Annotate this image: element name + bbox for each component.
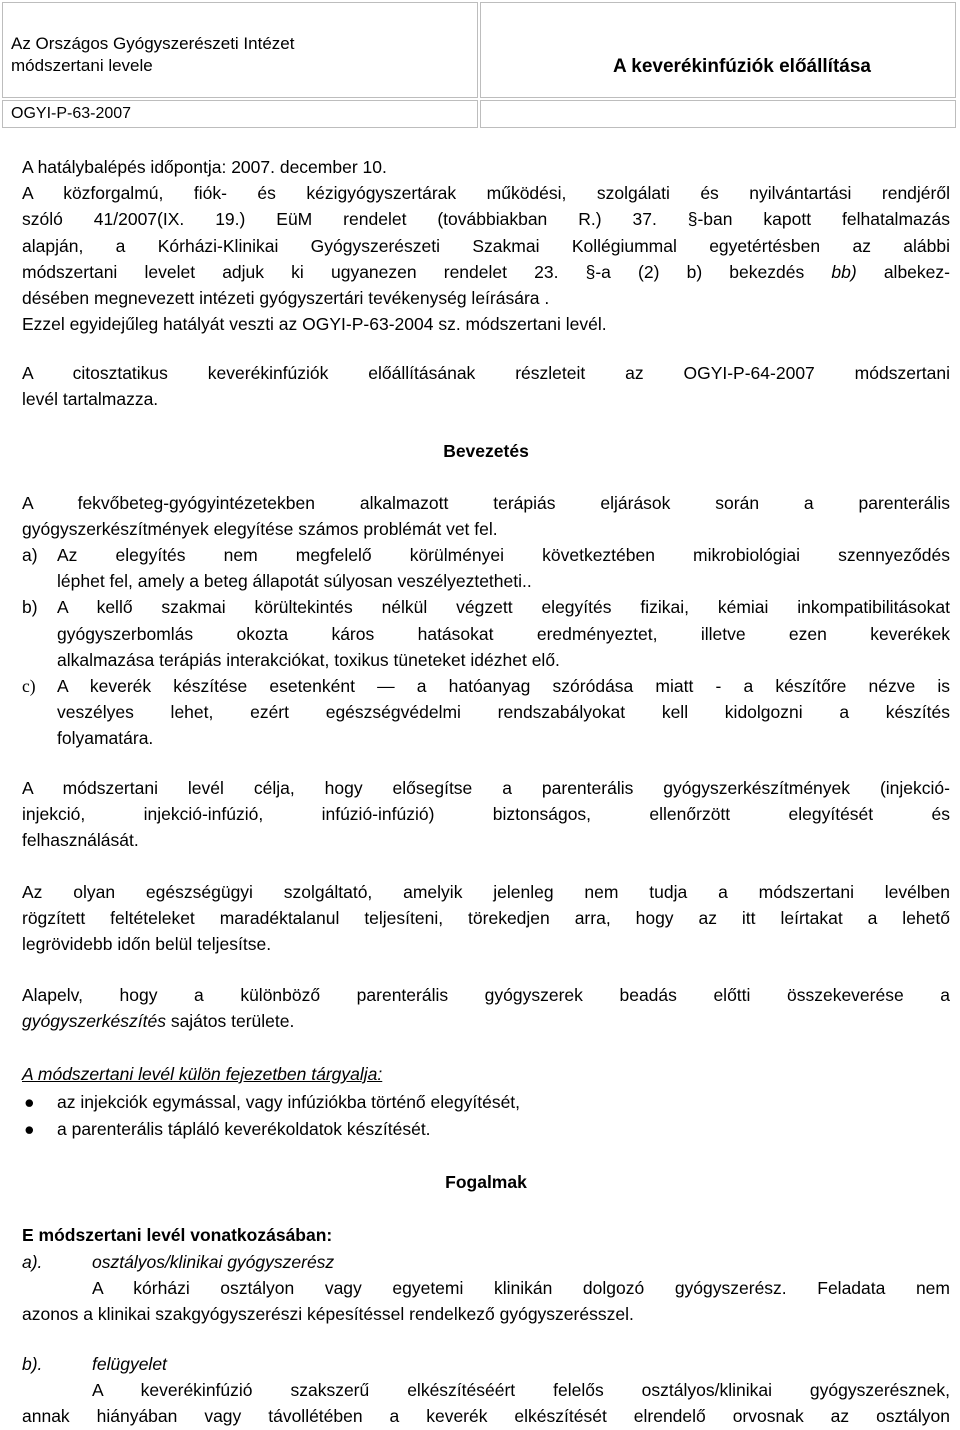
intro-line: désében megnevezett intézeti gyógyszertári tevékenység leírására . [22,288,550,309]
intro-line: levél tartalmazza. [22,389,159,410]
definition-text: azonos a klinikai szakgyógyszerészi képesítéssel rendelkező gyógyszerésszel. [22,1304,634,1325]
definition-label: b). [22,1354,43,1374]
text-line: Az olyan egészségügyi szolgáltató, amelyik jelenleg nem tudja a módszertani levélben [22,882,950,902]
document-title: A keverékinfúziók előállítása [612,56,871,77]
document-header [2,2,956,128]
text-line: injekció, injekció-infúzió, infúzió-infúzió) biztonságos, ellenőrzött elegyítését és [22,804,950,825]
section-heading-bevezetes: Bevezetés [443,441,529,461]
text-line: legrövidebb időn belül teljesítse. [22,934,272,955]
chapters-heading: A módszertani levél külön fejezetben tárgyalja: [22,1064,383,1084]
scope-line: E módszertani levél vonatkozásában: [22,1225,333,1245]
section-heading-fogalmak: Fogalmak [445,1172,527,1192]
definition-term-line [22,1249,950,1275]
definition-text: A kórházi osztályon vagy egyetemi klinikán dolgozó gyógyszerész. Feladata nem [92,1278,950,1299]
bullet-icon: ● [24,1092,35,1112]
definition-label: a). [22,1252,43,1272]
intro-line: szóló 41/2007(IX. 19.) EüM rendelet (továbbiakban R.) 37. §-ban kapott felhatalmazás [22,209,950,230]
header-org-line1: Az Országos Gyógyszerészeti Intézet [11,34,295,53]
definition-text: A keverékinfúzió szakszerű elkészítéséért felelős osztályos/klinikai gyógyszerésznek, [92,1380,950,1401]
chapters-list [22,1089,950,1143]
definition-text: annak hiányában vagy távollétében a keverék elkészítését elrendelő orvosnak az osztályon [22,1406,950,1427]
definition-term-line [22,1351,950,1377]
intro-paragraph-2 [22,360,950,412]
intro-line: Ezzel egyidejűleg hatályát veszti az OGYI-P-63-2004 sz. módszertani levél. [22,314,607,335]
intro-line: A hatálybalépés időpontja: 2007. december 10. [22,157,387,177]
definition-b [22,1351,950,1430]
text-line: felhasználását. [22,830,139,851]
document-code: OGYI-P-63-2007 [11,105,132,122]
bevezetes-paragraph-1 [22,490,950,542]
list-label: a) [22,545,38,565]
list-item: b) A kellő szakmai körültekintés nélkül végzett elegyítés fizikai, kémiai inkompatibilitásokat gyógyszerbomlás okozta káros hatásokat eredményeztet, illetve ezen keverékek alkalmazása terápiás interakciókat, toxikus tüneteket idézhet elő. [22,594,950,673]
text-line: A módszertani levél célja, hogy elősegítse a parenterális gyógyszerkészítmények (injekció- [22,778,950,798]
list-item: ● a parenterális tápláló keverékoldatok készítését. [22,1116,950,1143]
header-code-cell [2,100,478,128]
problem-list [22,542,950,752]
definition-term: osztályos/klinikai gyógyszerész [92,1252,335,1272]
definition-a [22,1249,950,1328]
header-org-line2: módszertani levele [11,56,153,75]
intro-line: A citosztatikus keverékinfúziók előállításának részleteit az OGYI-P-64-2007 módszertani [22,363,950,383]
text-line: gyógyszerkészítmények elegyítése számos problémát vet fel. [22,519,498,540]
header-title-cell [480,2,956,98]
definition-term: felügyelet [92,1354,167,1374]
text-line: rögzített feltételeket maradéktalanul teljesíteni, törekedjen arra, hogy az itt leírtakat a lehető [22,908,950,929]
bullet-icon: ● [24,1119,35,1139]
intro-line: módszertani levelet adjuk ki ugyanezen rendelet 23. §-a (2) b) bekezdés bb) albekez- [22,261,950,282]
header-org-cell [2,2,478,98]
text-line: A fekvőbeteg-gyógyintézetekben alkalmazott terápiás eljárások során a parenterális [22,493,950,513]
list-item: a) Az elegyítés nem megfelelő körülményei következtében mikrobiológiai szennyeződés léphet fel, amely a beteg állapotát súlyosan veszélyeztetheti.. [22,542,950,594]
header-empty-cell [480,100,956,128]
bevezetes-paragraph-3 [22,879,950,958]
list-label: b) [22,597,38,618]
intro-line: alapján, a Kórházi-Klinikai Gyógyszerészeti Szakmai Kollégiummal egyetértésben az alábbi [22,235,950,256]
text-line: gyógyszerkészítés sajátos területe. [22,1011,295,1032]
bevezetes-paragraph-2 [22,775,950,854]
bevezetes-paragraph-4 [22,982,950,1034]
list-item: ● az injekciók egymással, vagy infúziókba történő elegyítését, [22,1089,950,1116]
text-line: Alapelv, hogy a különböző parenterális gyógyszerek beadás előtti összekeverése a [22,985,950,1005]
intro-section [22,154,950,337]
list-item: c) A keverék készítése esetenként — a hatóanyag szóródása miatt - a készítőre nézve is veszélyes lehet, ezért egészségvédelmi rendszabályokat kell kidolgozni a készítés folyamatára. [22,673,950,752]
intro-line: A közforgalmú, fiók- és kézigyógyszertárak működési, szolgálati és nyilvántartási rendjéről [22,183,950,204]
list-label: c) [22,676,36,697]
